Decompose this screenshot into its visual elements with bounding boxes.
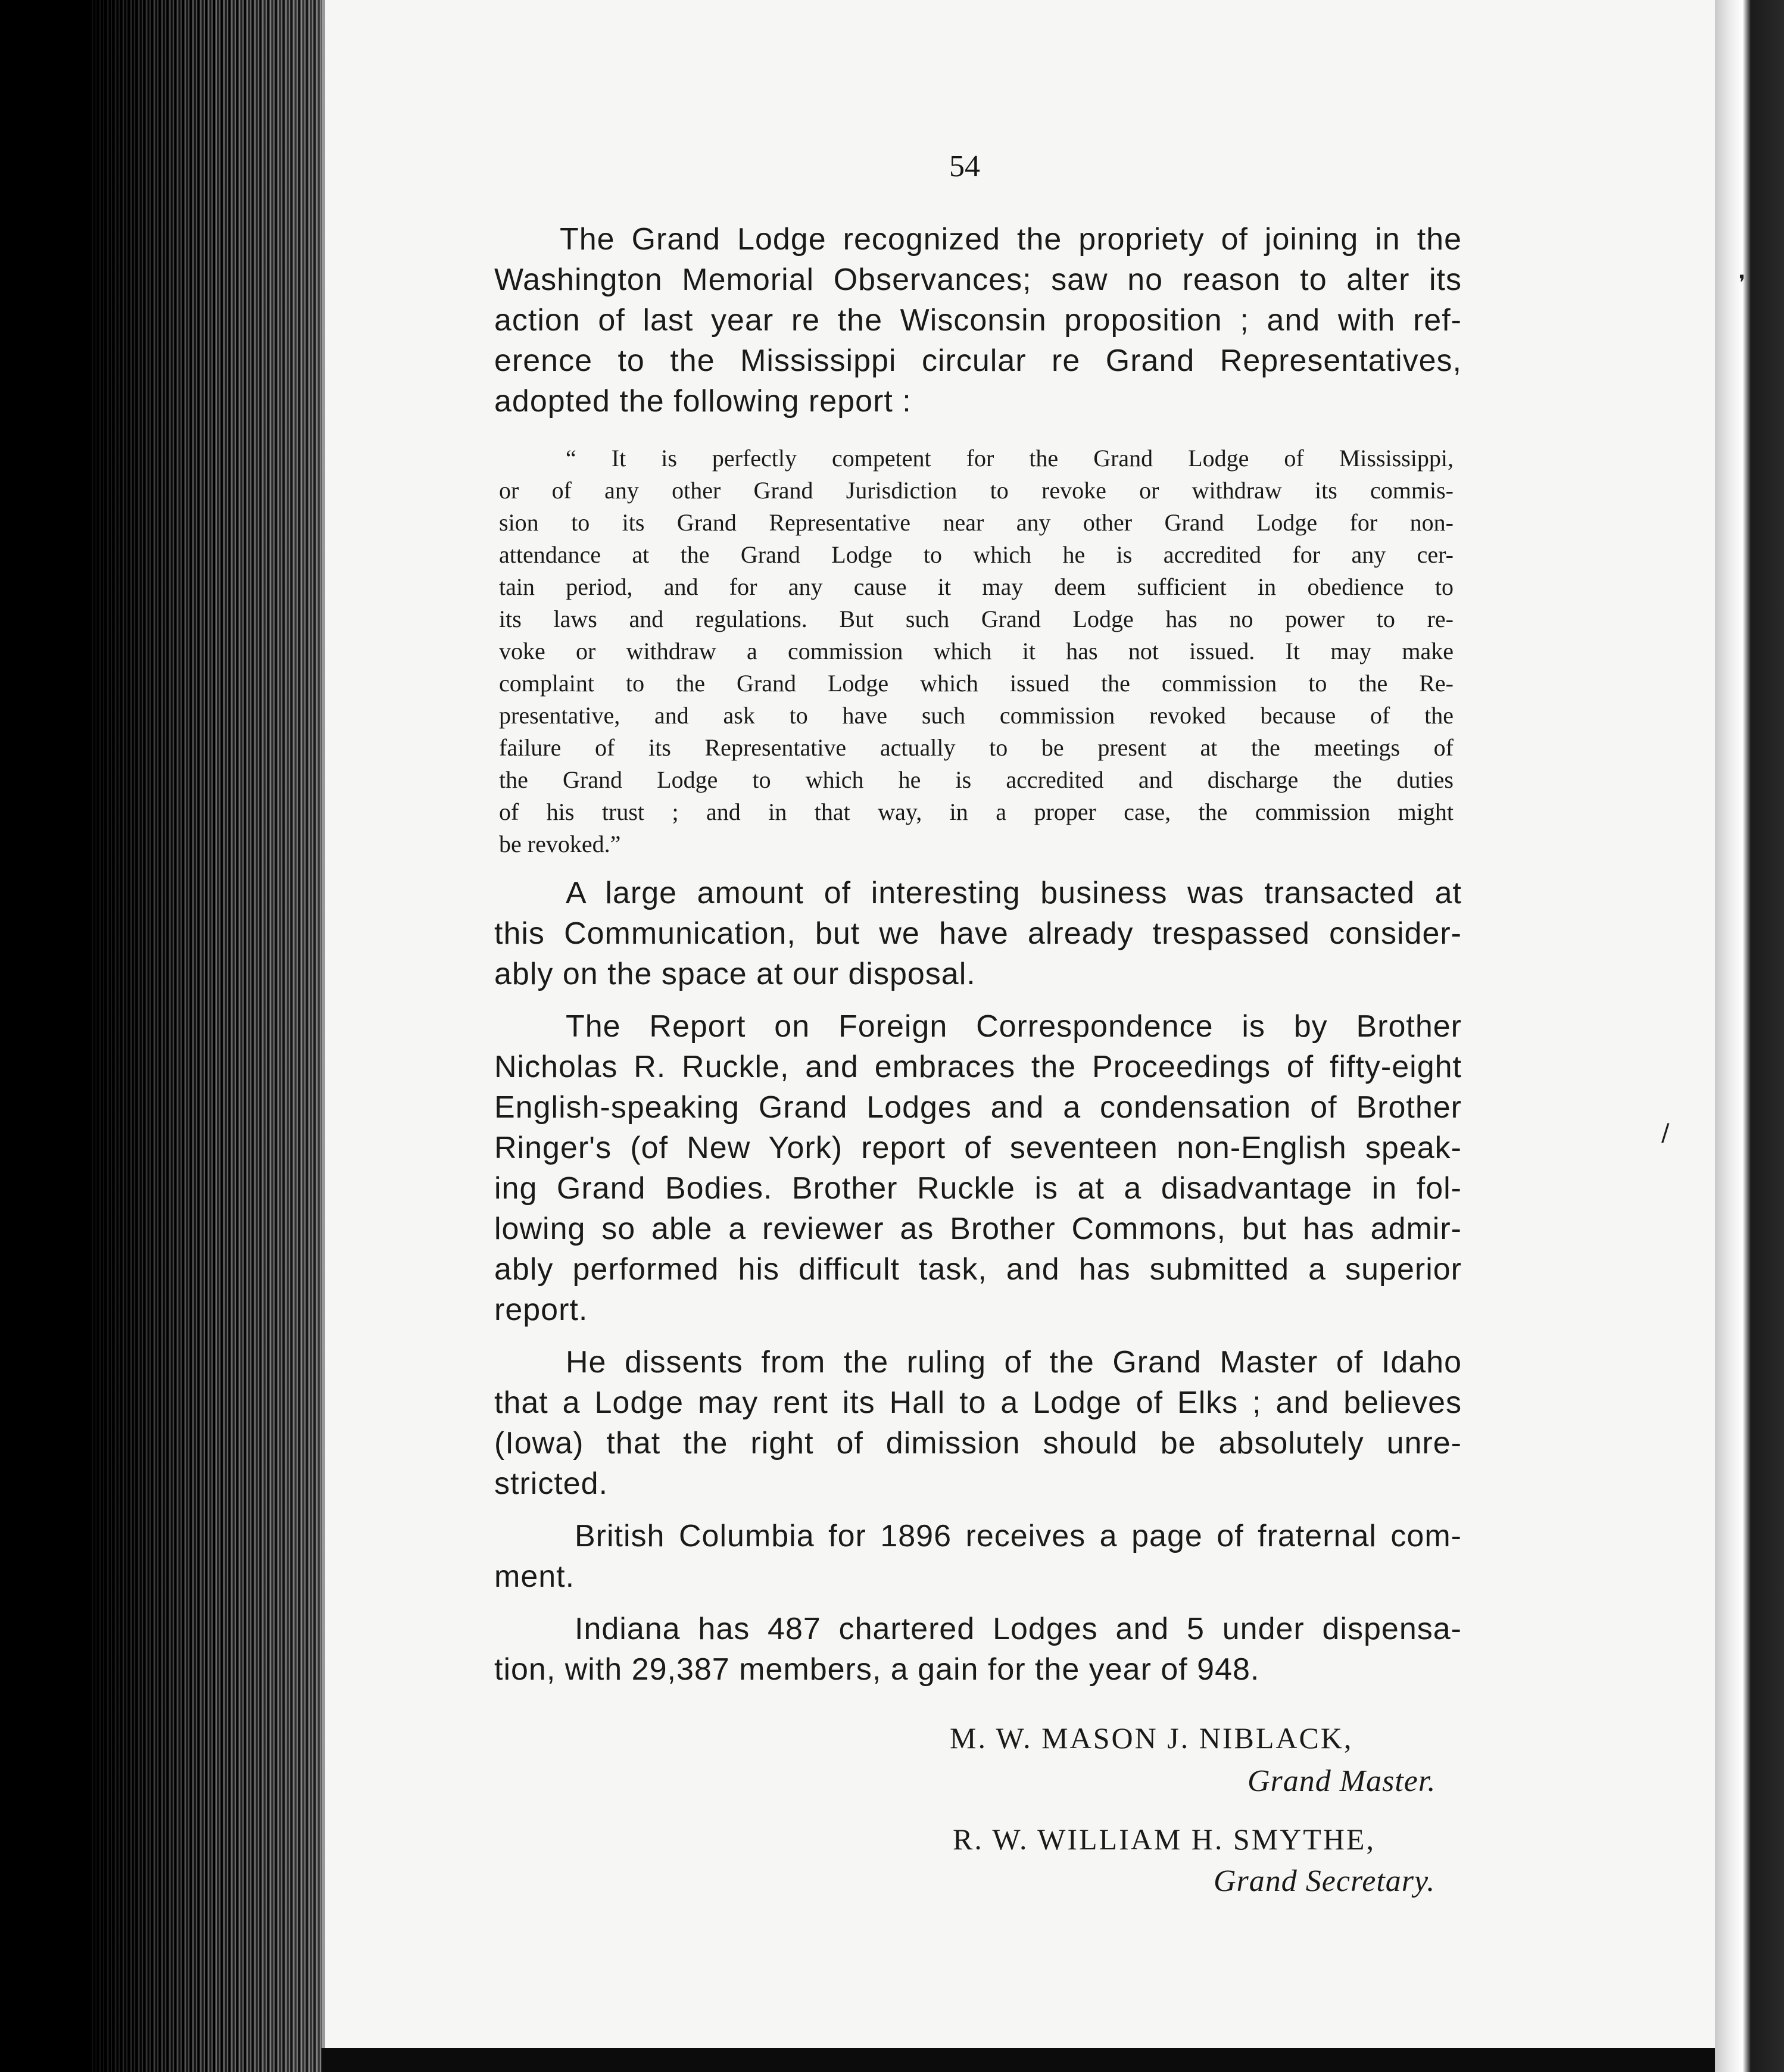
- paragraph-4-line-7: ably performed his difficult task, and has submitted a superior: [494, 1252, 1462, 1287]
- paragraph-3-line-3: ably on the space at our disposal.: [494, 957, 976, 991]
- quote-line-1: “ It is perfectly competent for the Grand Lodge of Mississippi,: [566, 445, 1454, 472]
- quote-line-7: voke or withdraw a commission which it has not issued. It may make: [499, 638, 1454, 664]
- paragraph-4-line-6: lowing so able a reviewer as Brother Commons, but has admir-: [494, 1212, 1462, 1246]
- quote-line-13: be revoked.”: [499, 831, 621, 857]
- paragraph-3-line-2: this Communication, but we have already trespassed consider-: [494, 916, 1462, 951]
- quote-line-3: sion to its Grand Representative near any other Grand Lodge for non-: [499, 509, 1454, 536]
- quote-line-9: presentative, and ask to have such commission revoked because of the: [499, 702, 1454, 729]
- signature-name-grand-master: M. W. MASON J. NIBLACK,: [950, 1721, 1353, 1755]
- paragraph-5-line-4: stricted.: [494, 1466, 609, 1501]
- paragraph-3-line-1: A large amount of interesting business was transacted at: [566, 876, 1462, 910]
- paragraph-7-line-2: tion, with 29,387 members, a gain for the year of 948.: [494, 1652, 1260, 1687]
- paragraph-7-line-1: Indiana has 487 chartered Lodges and 5 under dispensa-: [575, 1612, 1462, 1646]
- paragraph-1-line-1: The Grand Lodge recognized the propriety of joining in the: [560, 222, 1462, 257]
- quote-line-5: tain period, and for any cause it may deem sufficient in obedience to: [499, 573, 1454, 600]
- quote-line-12: of his trust ; and in that way, in a proper case, the commission might: [499, 798, 1454, 825]
- paragraph-4-line-8: report.: [494, 1293, 588, 1327]
- quote-line-2: or of any other Grand Jurisdiction to revoke or withdraw its commis-: [499, 477, 1454, 504]
- paragraph-6-line-1: British Columbia for 1896 receives a page of fraternal com-: [575, 1519, 1462, 1553]
- book-fore-edge: [89, 0, 322, 2072]
- quote-line-8: complaint to the Grand Lodge which issued the commission to the Re-: [499, 670, 1454, 697]
- page-number: 54: [949, 149, 980, 183]
- quote-line-11: the Grand Lodge to which he is accredited and discharge the duties: [499, 766, 1454, 793]
- paragraph-4-line-3: English-speaking Grand Lodges and a condensation of Brother: [494, 1090, 1462, 1125]
- signature-title-grand-master: Grand Master.: [1247, 1764, 1436, 1798]
- paragraph-4-line-4: Ringer's (of New York) report of seventeen non-English speak-: [494, 1131, 1462, 1165]
- paragraph-1-line-3: action of last year re the Wisconsin proposition ; and with ref-: [494, 303, 1462, 338]
- paragraph-4-line-2: Nicholas R. Ruckle, and embraces the Proceedings of fifty-eight: [494, 1050, 1462, 1084]
- paragraph-5-line-1: He dissents from the ruling of the Grand Master of Idaho: [566, 1345, 1462, 1380]
- quote-line-6: its laws and regulations. But such Grand Lodge has no power to re-: [499, 606, 1454, 632]
- paragraph-4-line-1: The Report on Foreign Correspondence is by Brother: [566, 1009, 1462, 1044]
- quote-line-10: failure of its Representative actually to be present at the meetings of: [499, 734, 1454, 761]
- paragraph-1-line-5: adopted the following report :: [494, 384, 912, 419]
- scan-speck: /: [1661, 1119, 1670, 1147]
- paragraph-1-line-2: Washington Memorial Observances; saw no reason to alter its: [494, 263, 1462, 297]
- signature-name-grand-secretary: R. W. WILLIAM H. SMYTHE,: [953, 1823, 1376, 1856]
- paragraph-6-line-2: ment.: [494, 1559, 575, 1594]
- scan-speck: ❜: [1739, 271, 1745, 295]
- paragraph-5-line-3: (Iowa) that the right of dimission should be absolutely unre-: [494, 1426, 1462, 1461]
- paragraph-5-line-2: that a Lodge may rent its Hall to a Lodge of Elks ; and believes: [494, 1386, 1462, 1420]
- paragraph-4-line-5: ing Grand Bodies. Brother Ruckle is at a disadvantage in fol-: [494, 1171, 1462, 1206]
- book-binding-edge: [1715, 0, 1784, 2072]
- signature-title-grand-secretary: Grand Secretary.: [1214, 1864, 1436, 1898]
- scan-border: [322, 2048, 1715, 2072]
- quote-line-4: attendance at the Grand Lodge to which he is accredited for any cer-: [499, 541, 1454, 568]
- paragraph-1-line-4: erence to the Mississippi circular re Grand Representatives,: [494, 344, 1462, 378]
